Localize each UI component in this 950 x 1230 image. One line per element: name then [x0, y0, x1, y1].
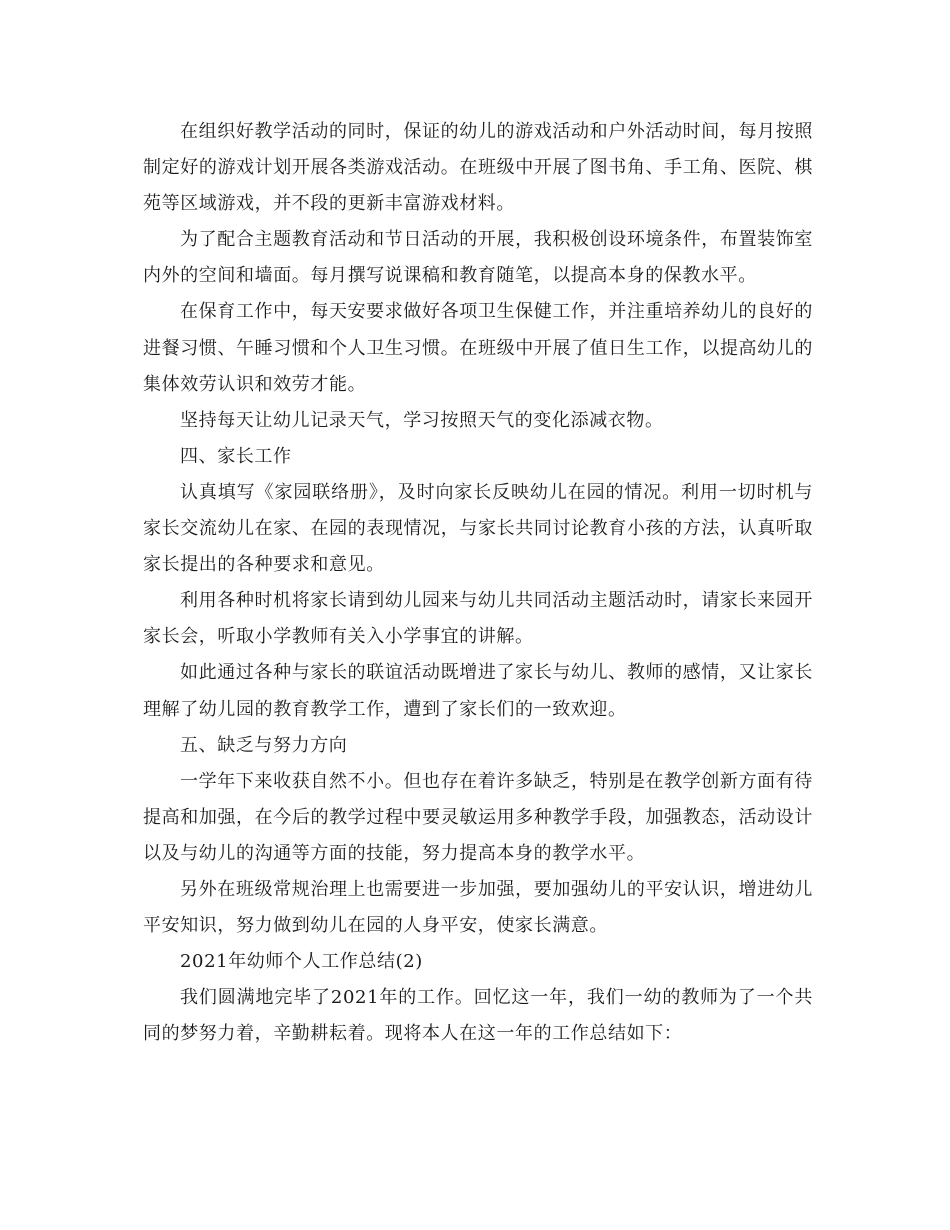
paragraph-parent-activities: 如此通过各种与家长的联谊活动既增进了家长与幼儿、教师的感情，又让家长理解了幼儿园的教育教学工作，遭到了家长们的一致欢迎。: [143, 662, 813, 720]
section-heading-summary-2: 2021年幼师个人工作总结(2): [180, 951, 423, 973]
paragraph-contact-book: 认真填写《家园联络册》，及时向家长反映幼儿在园的情况。利用一切时机与家长交流幼儿在家、在园的表现情况，与家长共同讨论教育小孩的方法，认真听取家长提出的各种要求和意见。: [143, 481, 813, 576]
paragraph-environment-setup: 为了配合主题教育活动和节日活动的开展，我积极创设环境条件，布置装饰室内外的空间和墙面。每月撰写说课稿和教育随笔，以提高本身的保教水平。: [143, 229, 813, 287]
paragraph-year-review: 一学年下来收获自然不小。但也存在着许多缺乏，特别是在教学创新方面有待提高和加强，在今后的教学过程中要灵敏运用多种教学手段，加强教态，活动设计以及与幼儿的沟通等方面的技能，努力提高本身的教学水平。: [143, 770, 813, 864]
section-heading-shortcomings: 五、缺乏与努力方向: [180, 734, 348, 756]
paragraph-weather-record: 坚持每天让幼儿记录天气，学习按照天气的变化添减衣物。: [180, 409, 664, 431]
paragraph-parent-meeting: 利用各种时机将家长请到幼儿园来与幼儿共同活动主题活动时，请家长来园开家长会，听取小学教师有关入小学事宜的讲解。: [143, 590, 813, 648]
paragraph-summary-intro: 我们圆满地完毕了2021年的工作。回忆这一年，我们一幼的教师为了一个共同的梦努力着，辛勤耕耘着。现将本人在这一年的工作总结如下：: [143, 987, 813, 1045]
paragraph-play-activities: 在组织好教学活动的同时，保证的幼儿的游戏活动和户外活动时间，每月按照制定好的游戏计划开展各类游戏活动。在班级中开展了图书角、手工角、医院、棋苑等区域游戏，并不段的更新丰富游戏材料。: [143, 121, 813, 215]
document-body: [143, 114, 813, 1052]
paragraph-class-management: 另外在班级常规治理上也需要进一步加强，要加强幼儿的平安认识，增进幼儿平安知识，努力做到幼儿在园的人身平安，使家长满意。: [143, 878, 813, 937]
section-heading-parent-work: 四、家长工作: [180, 445, 292, 467]
paragraph-health-care: 在保育工作中，每天安要求做好各项卫生保健工作，并注重培养幼儿的良好的进餐习惯、午睡习惯和个人卫生习惯。在班级中开展了值日生工作，以提高幼儿的集体效劳认识和效劳才能。: [143, 301, 813, 395]
